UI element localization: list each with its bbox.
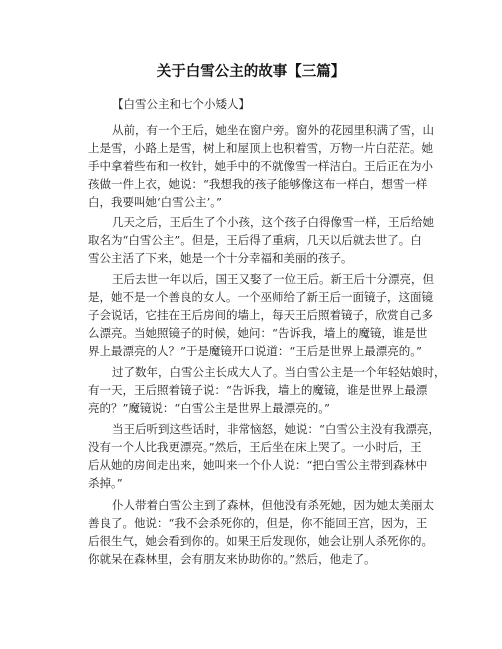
text-line: 子会说话，它挂在王后房间的墙上，每天王后照着镜子，欣赏自己多 <box>88 308 433 322</box>
paragraph-2 <box>88 213 434 267</box>
text-line: 取名为“白雪公主”。但是，王后得了重病，几天以后就去世了。白 <box>88 233 422 247</box>
text-line: 杀掉。” <box>88 476 123 490</box>
text-line: 你就呆在森林里，会有朋友来协助你的。”然后，他走了。 <box>88 552 376 566</box>
paragraph-5 <box>88 420 440 492</box>
paragraph-6 <box>88 496 434 568</box>
text-line: 手中拿着些布和一枚针，她手中的不就像雪一样洁白。王后正在为小 <box>88 159 433 173</box>
text-line: 仆人带着白雪公主到了森林，但他没有杀死她，因为她太美丽太 <box>112 498 434 512</box>
text-line: 界上最漂亮的人？”于是魔镜开口说道：“王后是世界上最漂亮的。” <box>88 344 422 358</box>
text-line: 后从她的房间走出来，她叫来一个仆人说：“把白雪公主带到森林中 <box>88 458 428 472</box>
text-line: 白，我要叫她‘白雪公主’。” <box>88 195 222 209</box>
text-line: 当王后听到这些话时，非常恼怒，她说：“白雪公主没有我漂亮， <box>112 422 440 436</box>
text-line: 没有一个人比我更漂亮。”然后，王后坐在床上哭了。一小时后，王 <box>88 440 422 454</box>
paragraph-1 <box>88 121 434 211</box>
text-line: 王后去世一年以后，国王又娶了一位王后。新王后十分漂亮，但 <box>112 272 434 286</box>
text-line: 后很生气，她会看到你的。如果王后发现你，她会让别人杀死你的。 <box>88 534 433 548</box>
text-line: 孩做一件上衣，她说：“我想我的孩子能够像这布一样白，想雪一样 <box>88 177 428 191</box>
text-line: 亮的？”魔镜说：“白雪公主是世界上最漂亮的。” <box>88 401 330 415</box>
text-line: 有一天，王后照着镜子说：“告诉我，墙上的魔镜，谁是世界上最漂 <box>88 383 428 397</box>
paragraph-4 <box>88 363 446 417</box>
text-line: 么漂亮。当她照镜子的时候，她问：“告诉我，墙上的魔镜，谁是世 <box>88 326 428 340</box>
paragraph-3 <box>88 270 434 360</box>
text-line: 雪公主活了下来，她是一个十分幸福和美丽的孩子。 <box>88 251 353 265</box>
text-line: 几天之后，王后生了个小孩，这个孩子白得像雪一样，王后给她 <box>112 215 434 229</box>
text-line: 善良了。他说：“我不会杀死你的，但是，你不能回王宫，因为，王 <box>88 516 428 530</box>
text-line: 过了数年，白雪公主长成大人了。当白雪公主是一个年轻姑娘时， <box>112 365 446 379</box>
section-heading: 【白雪公主和七个小矮人】 <box>112 97 250 111</box>
text-line: 从前，有一个王后，她坐在窗户旁。窗外的花园里积满了雪，山 <box>112 123 434 137</box>
text-line: 上是雪，小路上是雪，树上和屋顶上也积着雪，万物一片白茫茫。她 <box>88 141 433 155</box>
document-title: 关于白雪公主的故事【三篇】 <box>156 64 346 80</box>
text-line: 是，她不是一个善良的女人。一个巫师给了新王后一面镜子，这面镜 <box>88 290 433 304</box>
